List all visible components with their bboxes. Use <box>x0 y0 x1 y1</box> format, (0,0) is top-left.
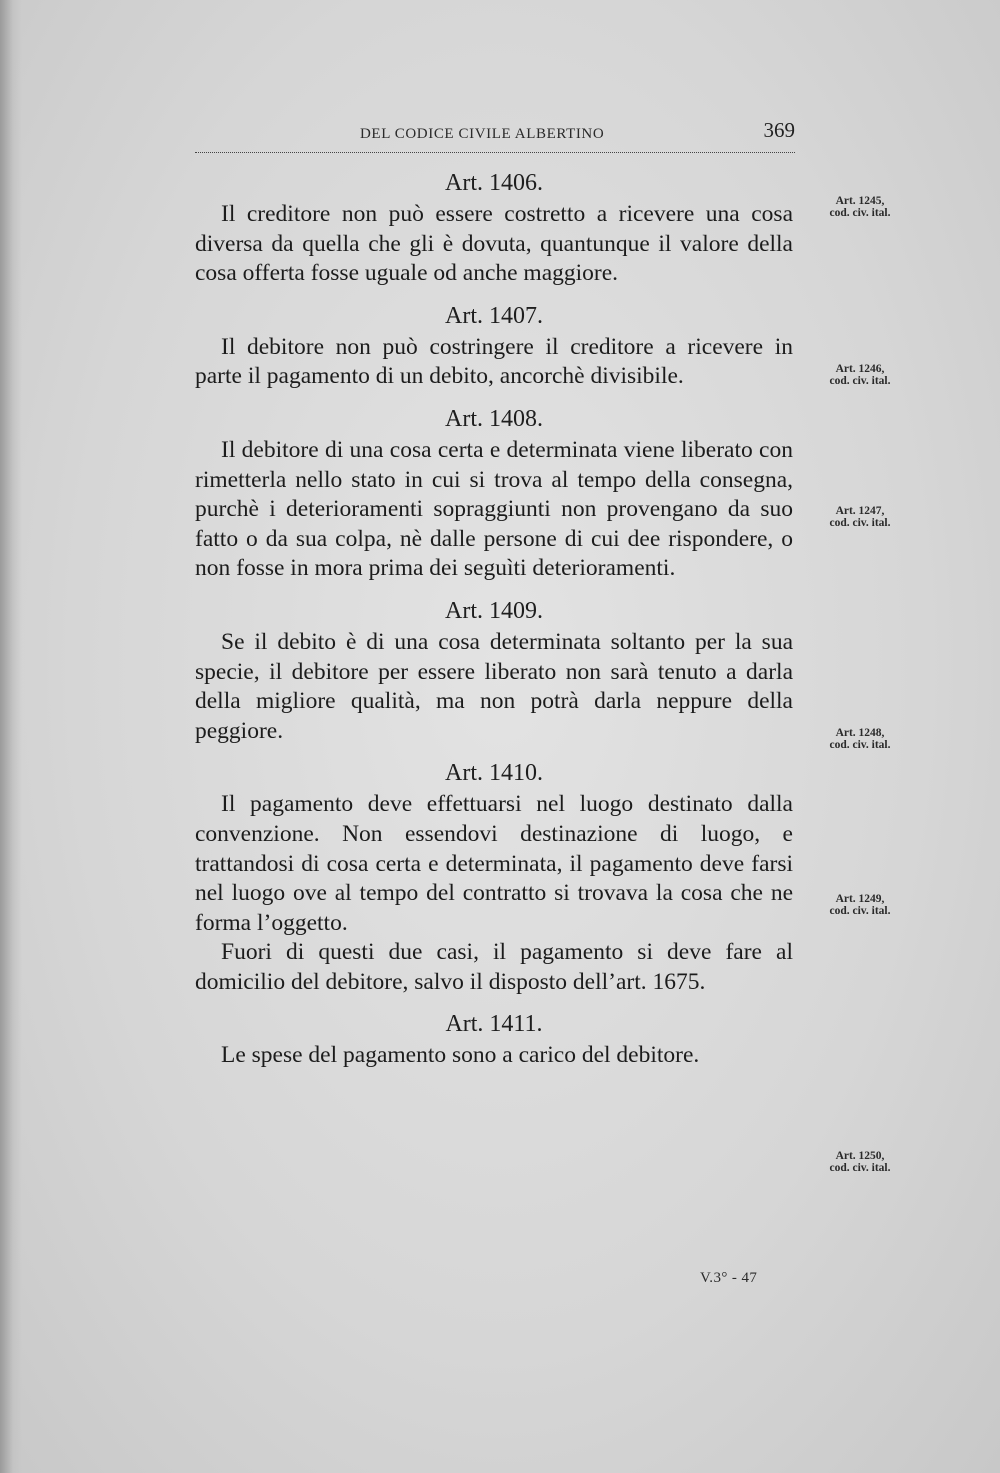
margin-ref-article: Art. 1245, <box>835 195 885 207</box>
margin-ref-code: cod. civ. ital. <box>829 739 891 751</box>
article-paragraph: Fuori di questi due casi, il pagamento si deve fare al domicilio del debitore, salvo il disposto dell’art. 1675. <box>195 939 793 995</box>
article-paragraph: Il pagamento deve effettuarsi nel luogo destinato dalla convenzione. Non essendovi destinazione di luogo, e trattandosi di cosa certa e determinata, il pagamento deve farsi nel luogo ove al tempo del contratto si trovava la cosa che ne forma l’oggetto. <box>195 791 793 936</box>
article-1409 <box>195 596 793 746</box>
article-paragraph: Il debitore di una cosa certa e determinata viene liberato con rimetterla nello stato in cui si trova al tempo della consegna, purchè i deterioramenti sopraggiunti non provengano da suo fatto o da sua colpa, nè dalle persone di cui dee rispondere, o non fosse in mora prima dei seguìti deterioramenti. <box>195 436 793 582</box>
margin-reference <box>812 727 908 751</box>
main-text-column <box>195 168 793 1071</box>
margin-reference <box>812 505 908 529</box>
margin-reference <box>812 363 908 387</box>
article-heading: Art. 1411. <box>445 1011 543 1038</box>
article-1407 <box>195 301 793 392</box>
signature-mark: V.3° - 47 <box>700 1270 758 1286</box>
article-paragraph: Se il debito è di una cosa determinata soltanto per la sua specie, il debitore per essere liberato non sarà tenuto a darla della migliore qualità, ma non potrà darla neppure della peggiore. <box>195 628 793 744</box>
margin-ref-code: cod. civ. ital. <box>829 517 891 529</box>
margin-ref-code: cod. civ. ital. <box>829 905 891 917</box>
margin-ref-article: Art. 1246, <box>835 363 885 375</box>
article-heading: Art. 1407. <box>445 302 543 329</box>
running-title: DEL CODICE CIVILE ALBERTINO <box>360 126 605 142</box>
article-paragraph: Il debitore non può costringere il creditore a ricevere in parte il pagamento di un debito, ancorchè divisibile. <box>195 333 793 390</box>
article-paragraph: Le spese del pagamento sono a carico del debitore. <box>221 1042 700 1069</box>
margin-ref-article: Art. 1247, <box>835 505 885 517</box>
margin-ref-article: Art. 1248, <box>835 727 885 739</box>
running-head <box>195 118 795 150</box>
margin-ref-code: cod. civ. ital. <box>829 1162 891 1174</box>
page-number: 369 <box>763 118 795 142</box>
article-1408 <box>195 404 793 584</box>
article-1406 <box>195 168 793 289</box>
article-1411 <box>195 1009 793 1071</box>
margin-reference <box>812 893 908 917</box>
article-paragraph: Il creditore non può essere costretto a ricevere una cosa diversa da quella che gli è dovuta, quantunque il valore della cosa offerta fosse uguale od anche maggiore. <box>195 201 793 287</box>
article-1410 <box>195 758 793 997</box>
margin-reference <box>812 195 908 219</box>
margin-reference <box>812 1150 908 1174</box>
margin-ref-article: Art. 1249, <box>835 893 885 905</box>
margin-ref-code: cod. civ. ital. <box>829 207 891 219</box>
page-gutter-shadow <box>0 0 22 1473</box>
margin-ref-code: cod. civ. ital. <box>829 375 891 387</box>
article-heading: Art. 1410. <box>445 760 543 787</box>
article-heading: Art. 1408. <box>445 405 543 432</box>
article-heading: Art. 1406. <box>445 170 543 196</box>
header-rule <box>195 152 795 153</box>
article-heading: Art. 1409. <box>445 597 543 624</box>
margin-ref-article: Art. 1250, <box>835 1150 885 1162</box>
